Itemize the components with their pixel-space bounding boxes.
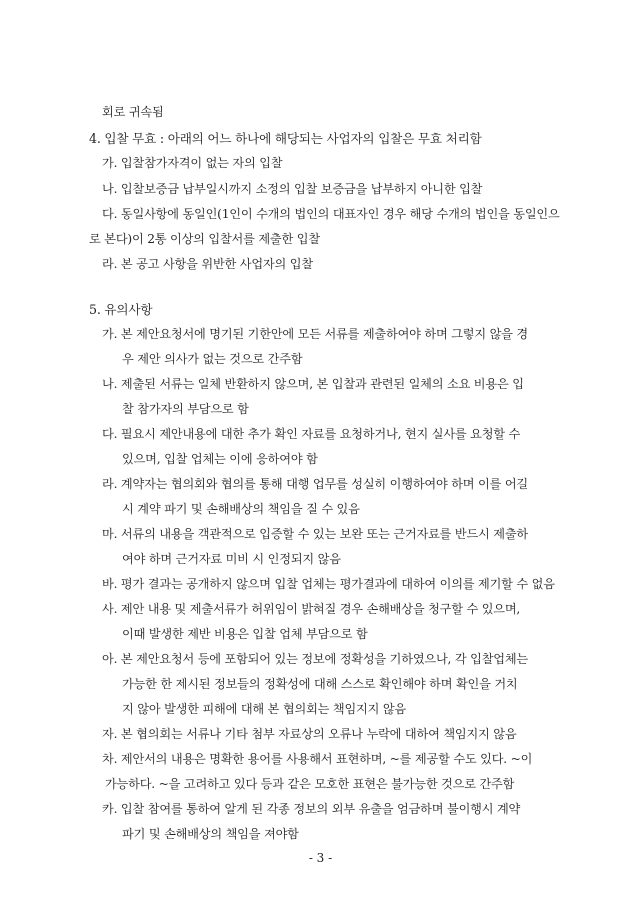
page-number: - 3 - [308, 851, 333, 865]
section-5-item-ja: 자. 본 협의회는 서류나 기타 첨부 자료상의 오류나 누락에 대하여 책임지지 않음 [102, 727, 517, 741]
section-5-item-da: 다. 필요시 제안내용에 대한 추가 확인 자료를 요청하거나, 현지 실사를 요청할 수 [102, 427, 521, 441]
section-5-item-ga: 가. 본 제안요청서에 명기된 기한안에 모든 서류를 제출하여야 하며 그렇지 않을 경 [102, 327, 529, 341]
section-5-item-na: 나. 제출된 서류는 일체 반환하지 않으며, 본 입찰과 관련된 일체의 소요 비용은 입 [102, 377, 524, 391]
section-5-item-a: 아. 본 제안요청서 등에 포함되어 있는 정보에 정확성을 기하였으나, 각 입찰업체는 [102, 652, 529, 666]
section-4-item-na: 나. 입찰보증금 납부일시까지 소정의 입찰 보증금을 납부하지 아니한 입찰 [102, 182, 483, 196]
section-5-item-da-cont: 있으며, 입찰 업체는 이에 응하여야 함 [122, 452, 318, 466]
section-4-item-ga: 가. 입찰참가자격이 없는 자의 입찰 [102, 156, 283, 170]
continuation-text: 회로 귀속됨 [102, 105, 164, 119]
section-4-item-da: 다. 동일사항에 동일인(1인이 수개의 법인의 대표자인 경우 해당 수개의 법인을 동일인으 [102, 207, 560, 221]
section-5-item-ma-cont: 여야 하며 근거자료 미비 시 인정되지 않음 [122, 552, 341, 566]
section-5-item-sa-cont: 이때 발생한 제반 비용은 입찰 업체 부담으로 함 [122, 627, 368, 641]
section-5-heading: 5. 유의사항 [89, 302, 153, 317]
section-5-item-ga-cont: 우 제안 의사가 없는 것으로 간주함 [122, 352, 303, 366]
section-5-item-ra: 라. 계약자는 협의회와 협의를 통해 대행 업무를 성실히 이행하여야 하며 이를 어길 [102, 477, 529, 491]
section-4-item-da-cont: 로 본다)이 2통 이상의 입찰서를 제출한 입찰 [89, 232, 320, 246]
section-5-item-ka-cont: 파기 및 손해배상의 책임을 져야함 [122, 827, 299, 841]
section-5-item-a-cont-2: 지 않아 발생한 피해에 대해 본 협의회는 책임지지 않음 [122, 702, 407, 716]
section-5-item-cha: 차. 제안서의 내용은 명확한 용어를 사용해서 표현하며, ~를 제공할 수도 있다. ~이 [102, 752, 533, 766]
section-5-item-ma: 마. 서류의 내용을 객관적으로 입증할 수 있는 보완 또는 근거자료를 반드시 제출하 [102, 527, 529, 541]
section-5-item-ka: 카. 입찰 참여를 통하여 알게 된 각종 정보의 외부 유출을 엄금하며 불이행시 계약 [102, 802, 521, 816]
section-5-item-a-cont-1: 가능한 한 제시된 정보들의 정확성에 대해 스스로 확인해야 하며 확인을 거치 [122, 677, 518, 691]
section-5-item-sa: 사. 제안 내용 및 제출서류가 허위임이 밝혀질 경우 손해배상을 청구할 수 있으며, [102, 602, 521, 616]
section-5-item-cha-cont: 가능하다. ~을 고려하고 있다 등과 같은 모호한 표현은 불가능한 것으로 간주함 [105, 777, 515, 791]
section-5-item-ra-cont: 시 계약 파기 및 손해배상의 책임을 질 수 있음 [122, 502, 360, 516]
section-5-item-na-cont: 찰 참가자의 부담으로 함 [122, 402, 249, 416]
section-4-item-ra: 라. 본 공고 사항을 위반한 사업자의 입찰 [102, 257, 313, 271]
section-5-item-ba: 바. 평가 결과는 공개하지 않으며 입찰 업체는 평가결과에 대하여 이의를 제기할 수 없음 [102, 577, 555, 591]
section-4-heading: 4. 입찰 무효 : 아래의 어느 하나에 해당되는 사업자의 입찰은 무효 처리함 [89, 131, 482, 146]
